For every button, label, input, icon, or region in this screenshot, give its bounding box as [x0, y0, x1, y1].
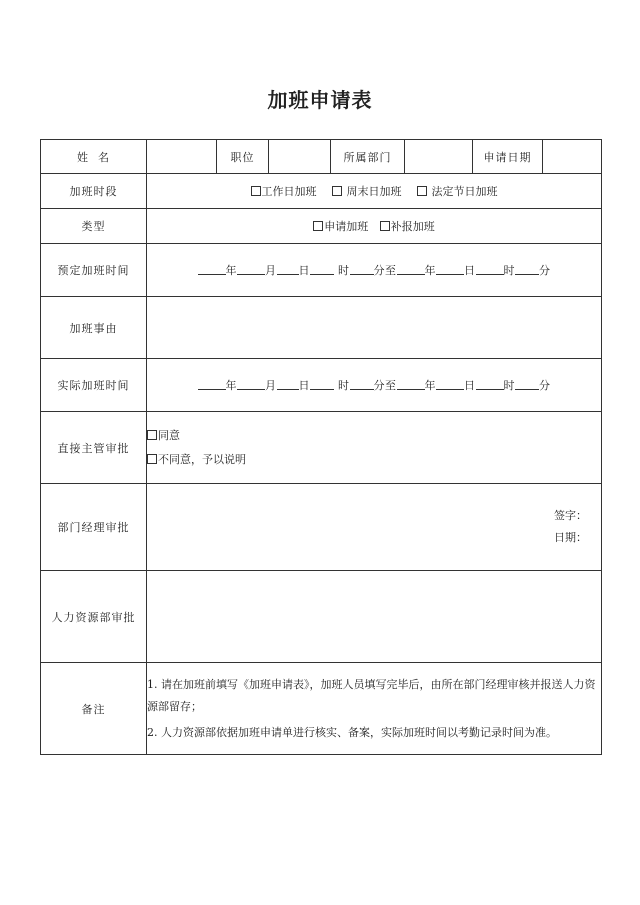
unit-minute-to: 分至	[373, 379, 397, 392]
checkbox[interactable]	[251, 186, 261, 196]
type-option-apply[interactable]	[313, 218, 368, 234]
type-row	[41, 209, 602, 244]
position-label: 职位	[217, 140, 269, 174]
apply-date-label: 申请日期	[473, 140, 543, 174]
minute-blank[interactable]	[350, 264, 374, 275]
type-label: 类型	[41, 209, 147, 244]
unit-year: 年	[424, 379, 436, 392]
option-label: 不同意，予以说明	[158, 452, 246, 466]
supervisor-row	[41, 412, 602, 484]
supervisor-option-disagree[interactable]	[147, 448, 601, 472]
option-label: 法定节日加班	[431, 185, 498, 198]
type-options	[147, 209, 602, 244]
unit-day: 日	[298, 264, 310, 277]
actual-time-label: 实际加班时间	[41, 359, 147, 412]
period-option-weekend[interactable]	[332, 183, 402, 199]
reason-field[interactable]	[147, 297, 602, 359]
unit-day: 日	[464, 264, 476, 277]
period-option-holiday[interactable]	[417, 183, 498, 199]
unit-year: 年	[225, 379, 237, 392]
date-label: 日期：	[554, 531, 587, 544]
end-minute-blank[interactable]	[515, 264, 539, 275]
overtime-form-table	[40, 139, 602, 755]
option-label: 申请加班	[324, 220, 369, 233]
day-blank[interactable]	[277, 264, 299, 275]
notes-label: 备注	[41, 663, 147, 755]
period-option-workday[interactable]	[251, 183, 317, 199]
checkbox[interactable]	[313, 221, 323, 231]
signature-label: 签字：	[554, 509, 587, 522]
period-label: 加班时段	[41, 174, 147, 209]
year-blank[interactable]	[198, 264, 226, 275]
unit-month: 月	[265, 264, 277, 277]
notes-content	[147, 663, 602, 755]
planned-time-fields	[147, 244, 602, 297]
checkbox[interactable]	[147, 430, 157, 440]
option-label: 周末日加班	[346, 185, 402, 198]
supervisor-option-agree[interactable]	[147, 424, 601, 448]
end-minute-blank[interactable]	[515, 379, 539, 390]
end-day-blank[interactable]	[476, 379, 504, 390]
option-label: 同意	[158, 428, 180, 442]
actual-time-fields	[147, 359, 602, 412]
end-day-blank[interactable]	[476, 264, 504, 275]
actual-time-row	[41, 359, 602, 412]
hour-blank[interactable]	[310, 379, 334, 390]
page-title: 加班申请表	[267, 88, 373, 112]
day-blank[interactable]	[277, 379, 299, 390]
position-field[interactable]	[269, 140, 331, 174]
notes-row	[41, 663, 602, 755]
period-options	[147, 174, 602, 209]
unit-minute: 分	[539, 379, 551, 392]
end-month-blank[interactable]	[436, 264, 464, 275]
unit-hour: 时	[503, 379, 515, 392]
end-year-blank[interactable]	[397, 379, 425, 390]
unit-day: 日	[298, 379, 310, 392]
unit-hour: 时	[503, 264, 515, 277]
dept-manager-row	[41, 484, 602, 571]
option-label: 补报加班	[390, 220, 435, 233]
dept-manager-field[interactable]	[147, 484, 602, 571]
hr-row	[41, 571, 602, 663]
unit-year: 年	[225, 264, 237, 277]
period-row	[41, 174, 602, 209]
unit-year: 年	[424, 264, 436, 277]
note-item: 2. 人力资源部依据加班申请单进行核实、备案，实际加班时间以考勤记录时间为准。	[147, 725, 557, 739]
year-blank[interactable]	[198, 379, 226, 390]
reason-label: 加班事由	[41, 297, 147, 359]
department-field[interactable]	[405, 140, 473, 174]
minute-blank[interactable]	[350, 379, 374, 390]
unit-month: 月	[265, 379, 277, 392]
type-option-supplement[interactable]	[380, 218, 435, 234]
checkbox[interactable]	[417, 186, 427, 196]
planned-time-row	[41, 244, 602, 297]
name-field[interactable]	[147, 140, 217, 174]
department-label: 所属部门	[331, 140, 405, 174]
checkbox[interactable]	[332, 186, 342, 196]
checkbox[interactable]	[380, 221, 390, 231]
hr-field[interactable]	[147, 571, 602, 663]
month-blank[interactable]	[237, 379, 265, 390]
unit-hour: 时	[338, 379, 350, 392]
end-month-blank[interactable]	[436, 379, 464, 390]
unit-minute-to: 分至	[373, 264, 397, 277]
checkbox[interactable]	[147, 454, 157, 464]
name-label: 姓 名	[41, 140, 147, 174]
supervisor-options	[147, 412, 602, 484]
apply-date-field[interactable]	[543, 140, 602, 174]
unit-hour: 时	[338, 264, 350, 277]
basic-info-row	[41, 140, 602, 174]
planned-time-label: 预定加班时间	[41, 244, 147, 297]
note-item: 1. 请在加班前填写《加班申请表》，加班人员填写完毕后，由所在部门经理审核并报送人力资源部留存；	[147, 677, 596, 713]
reason-row	[41, 297, 602, 359]
end-year-blank[interactable]	[397, 264, 425, 275]
option-label: 工作日加班	[261, 185, 317, 198]
dept-manager-label: 部门经理审批	[41, 484, 147, 571]
supervisor-label: 直接主管审批	[41, 412, 147, 484]
month-blank[interactable]	[237, 264, 265, 275]
hr-label: 人力资源部审批	[41, 571, 147, 663]
unit-minute: 分	[539, 264, 551, 277]
unit-day: 日	[464, 379, 476, 392]
hour-blank[interactable]	[310, 264, 334, 275]
